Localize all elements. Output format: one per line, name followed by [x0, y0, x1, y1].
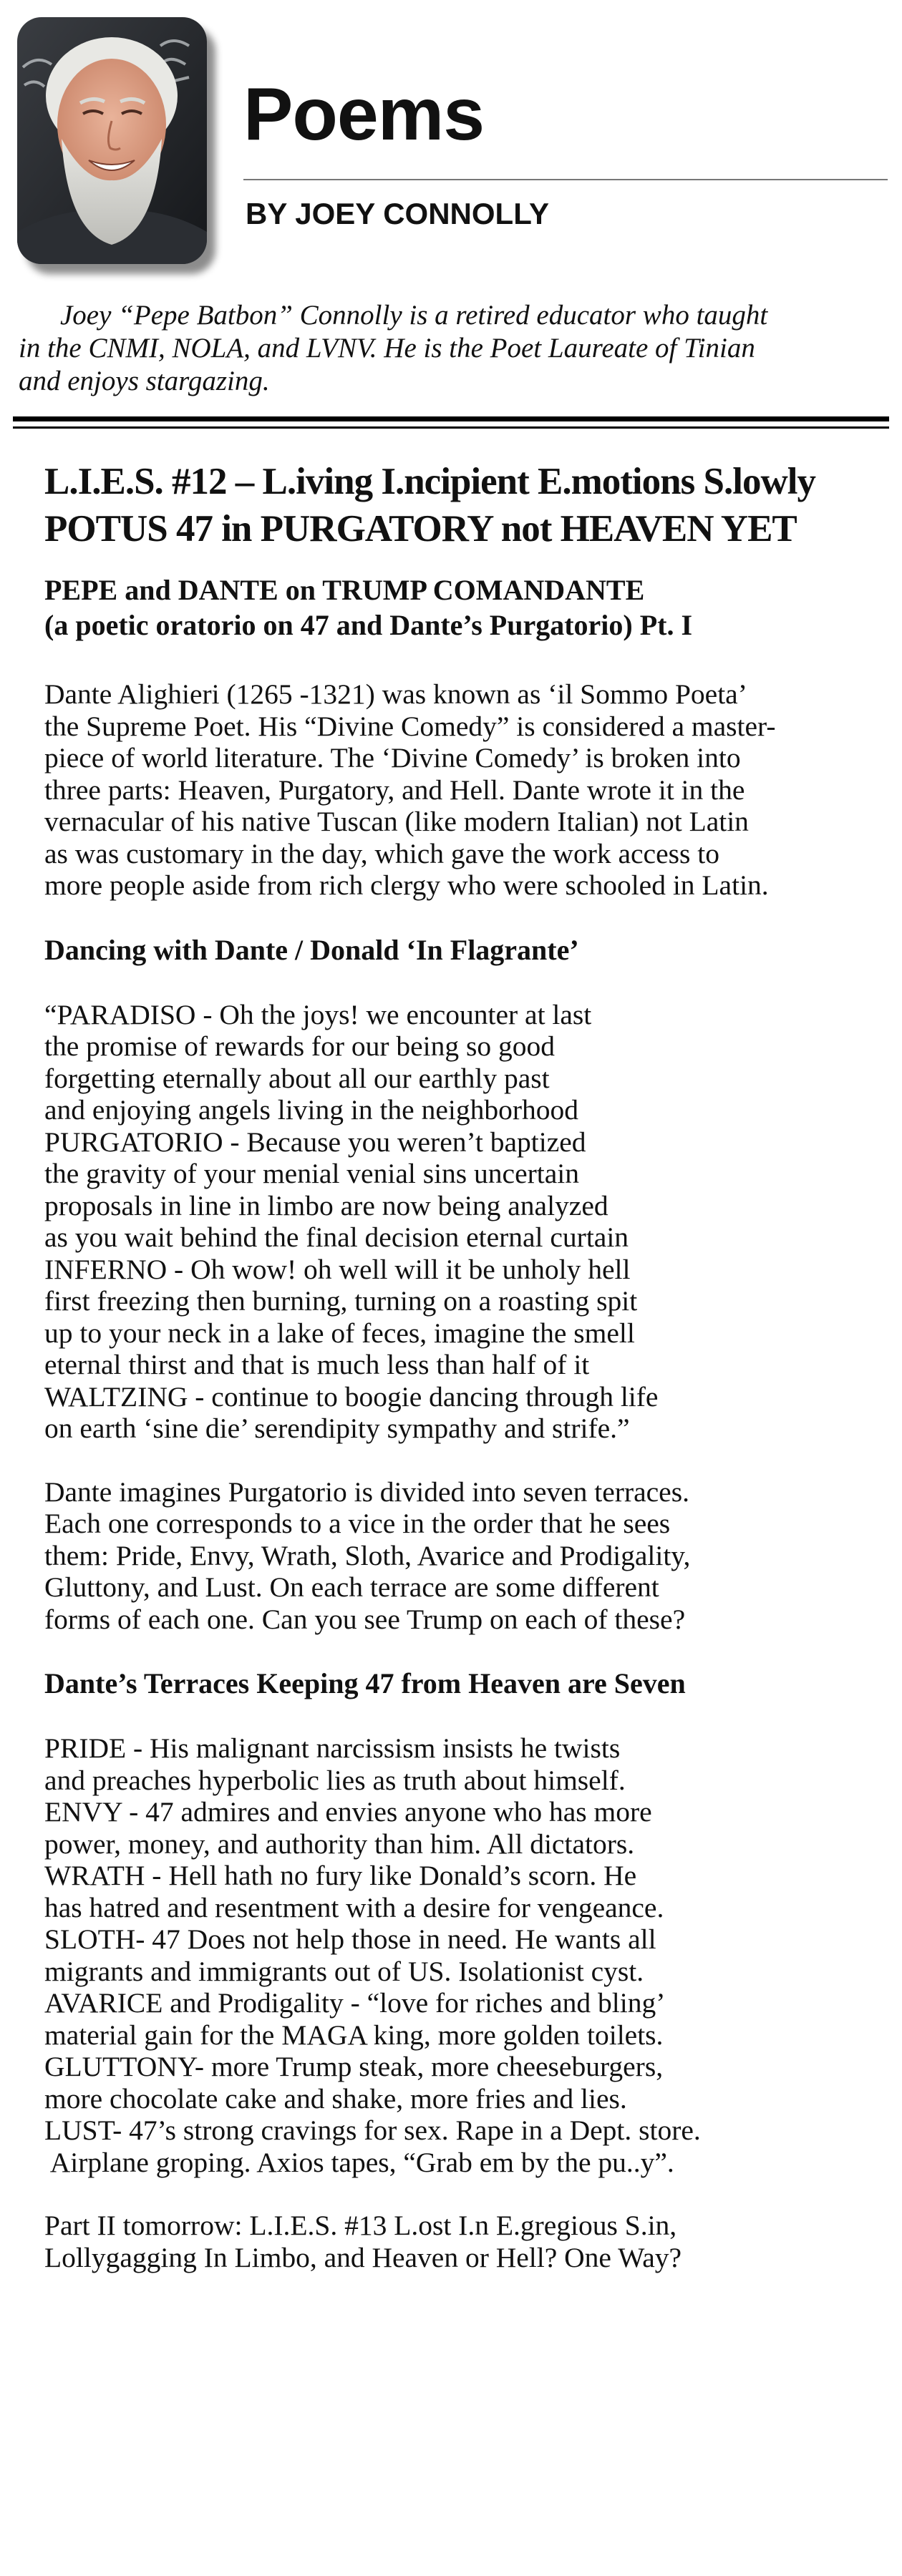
text-line: more people aside from rich clergy who were schooled in Latin.: [44, 869, 769, 901]
bio-line: and enjoys stargazing.: [19, 366, 270, 396]
headline-line: L.I.E.S. #12 – L.iving I.ncipient E.motions S.lowly: [44, 461, 815, 502]
text-line: the Supreme Poet. His “Divine Comedy” is considered a master-: [44, 710, 776, 742]
text-line: vernacular of his native Tuscan (like modern Italian) not Latin: [44, 806, 749, 837]
poem-line: eternal thirst and that is much less than half of it: [44, 1349, 590, 1380]
text-line: them: Pride, Envy, Wrath, Sloth, Avarice and Prodigality,: [44, 1539, 691, 1571]
author-byline: BY JOEY CONNOLLY: [246, 197, 550, 230]
text-line: three parts: Heaven, Purgatory, and Hell. Dante wrote it in the: [44, 774, 745, 806]
text-line: forms of each one. Can you see Trump on each of these?: [44, 1603, 686, 1635]
sin-line: SLOTH- 47 Does not help those in need. He wants all: [44, 1923, 656, 1955]
text-line: as was customary in the day, which gave the work access to: [44, 837, 719, 869]
poem-line: up to your neck in a lake of feces, imagine the smell: [44, 1317, 635, 1349]
sin-line: migrants and immigrants out of US. Isolationist cyst.: [44, 1955, 644, 1987]
text-line: Part II tomorrow: L.I.E.S. #13 L.ost I.n E.gregious S.in,: [44, 2210, 677, 2241]
closing-note: [44, 2210, 886, 2273]
title-divider: [243, 179, 888, 180]
section-title-terraces: Dante’s Terraces Keeping 47 from Heaven are Seven: [44, 1667, 686, 1699]
intro-paragraph: [44, 678, 886, 902]
section-divider-thick: [13, 416, 889, 421]
sin-line: WRATH - Hell hath no fury like Donald’s scorn. He: [44, 1860, 637, 1891]
author-bio: [19, 299, 886, 398]
text-line: Each one corresponds to a vice in the order that he sees: [44, 1508, 671, 1539]
headline-line: POTUS 47 in PURGATORY not HEAVEN YET: [44, 508, 797, 550]
bio-line: in the CNMI, NOLA, and LVNV. He is the Poet Laureate of Tinian: [19, 333, 755, 364]
poem-line: as you wait behind the final decision eternal curtain: [44, 1221, 629, 1253]
sin-line: and preaches hyperbolic lies as truth about himself.: [44, 1764, 626, 1796]
sin-line: GLUTTONY- more Trump steak, more cheeseburgers,: [44, 2051, 664, 2082]
poem-line: the gravity of your menial venial sins uncertain: [44, 1158, 579, 1189]
sin-line: Airplane groping. Axios tapes, “Grab em by the pu..y”.: [44, 2146, 674, 2178]
text-line: Lollygagging In Limbo, and Heaven or Hell? One Way?: [44, 2241, 682, 2273]
poem-line: forgetting eternally about all our earthly past: [44, 1062, 550, 1094]
text-line: Dante Alighieri (1265 -1321) was known as ‘il Sommo Poeta’: [44, 678, 747, 710]
author-photo: [17, 17, 207, 264]
bio-line: Joey “Pepe Batbon” Connolly is a retired educator who taught: [60, 300, 768, 331]
poem-line: PURGATORIO - Because you weren’t baptized: [44, 1126, 586, 1158]
poem-line: on earth ‘sine die’ serendipity sympathy and strife.”: [44, 1413, 630, 1444]
sin-line: LUST- 47’s strong cravings for sex. Rape in a Dept. store.: [44, 2114, 701, 2146]
text-line: Dante imagines Purgatorio is divided into seven terraces.: [44, 1475, 689, 1508]
text-line: piece of world literature. The ‘Divine Comedy’ is broken into: [44, 742, 741, 774]
poem-line: proposals in line in limbo are now being analyzed: [44, 1189, 608, 1221]
section-title-dancing: Dancing with Dante / Donald ‘In Flagrante’: [44, 933, 579, 966]
article-headline: [44, 458, 886, 552]
column-title: Poems: [243, 73, 485, 156]
poem-line: INFERNO - Oh wow! oh well will it be unholy hell: [44, 1253, 631, 1285]
sin-line: has hatred and resentment with a desire for vengeance.: [44, 1891, 664, 1923]
sin-line: ENVY - 47 admires and envies anyone who has more: [44, 1796, 652, 1828]
article-body: [44, 458, 886, 2273]
section-divider-thin: [13, 426, 889, 429]
poem-line: WALTZING - continue to boogie dancing through life: [44, 1380, 659, 1413]
sin-line: material gain for the MAGA king, more golden toilets.: [44, 2019, 664, 2051]
sins-list: [44, 1732, 886, 2178]
article-subhead: [44, 572, 886, 643]
sin-line: PRIDE - His malignant narcissism insists he twists: [44, 1732, 621, 1764]
poem-line: first freezing then burning, turning on a roasting spit: [44, 1285, 638, 1317]
poem-stanza: [44, 999, 886, 1445]
sin-line: power, money, and authority than him. All dictators.: [44, 1828, 635, 1860]
terraces-paragraph: [44, 1476, 886, 1636]
subhead-line: PEPE and DANTE on TRUMP COMANDANTE: [44, 574, 645, 606]
author-portrait-image: [17, 17, 207, 264]
sin-line: AVARICE and Prodigality - “love for riches and bling’: [44, 1987, 666, 2019]
sin-line: more chocolate cake and shake, more fries and lies.: [44, 2082, 627, 2114]
poem-line: the promise of rewards for our being so good: [44, 1030, 556, 1062]
column-header: [0, 0, 902, 286]
subhead-line: (a poetic oratorio on 47 and Dante’s Purgatorio) Pt. I: [44, 609, 693, 641]
poem-line: and enjoying angels living in the neighborhood: [44, 1094, 578, 1126]
poem-line: “PARADISO - Oh the joys! we encounter at last: [44, 998, 592, 1030]
text-line: Gluttony, and Lust. On each terrace are some different: [44, 1571, 659, 1603]
